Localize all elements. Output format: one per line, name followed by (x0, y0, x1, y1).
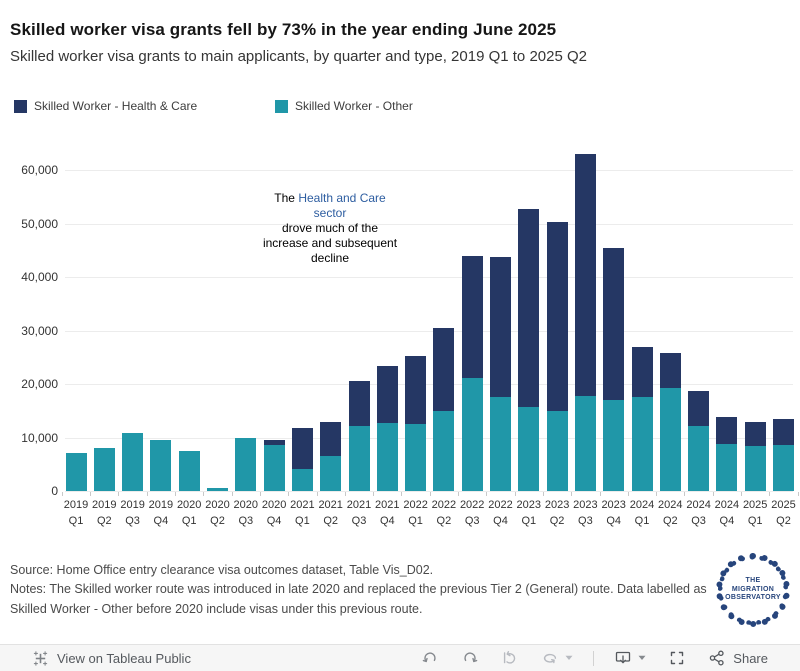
x-axis-tick (769, 492, 770, 496)
gridline (65, 331, 793, 332)
bar-2024-q2-other[interactable] (660, 388, 681, 491)
bar-2020-q3-other[interactable] (235, 438, 256, 491)
y-axis-tick-label: 40,000 (21, 270, 58, 285)
bar-2024-q3-health-care[interactable] (688, 391, 709, 426)
bar-2020-q1-other[interactable] (179, 451, 200, 491)
legend (0, 99, 800, 115)
logo-text: THE MIGRATION OBSERVATORY (725, 576, 781, 602)
bar-2023-q1-health-care[interactable] (518, 209, 539, 407)
fullscreen-button[interactable] (666, 647, 688, 669)
legend-item-other[interactable] (275, 99, 413, 113)
x-axis-tick (713, 492, 714, 496)
bar-2022-q4-health-care[interactable] (490, 257, 511, 397)
chart-annotation (228, 191, 432, 266)
page-subtitle: Skilled worker visa grants to main applicants, by quarter and type, 2019 Q1 to 2025 Q2 (10, 48, 587, 65)
x-axis-tick (90, 492, 91, 496)
toolbar-actions (401, 647, 768, 669)
bar-2024-q4-other[interactable] (716, 444, 737, 491)
bar-2025-q2-other[interactable] (773, 445, 794, 491)
x-axis-tick (430, 492, 431, 496)
undo-icon (421, 649, 439, 667)
gridline (65, 438, 793, 439)
bar-2022-q3-health-care[interactable] (462, 256, 483, 378)
bar-2021-q2-health-care[interactable] (320, 422, 341, 456)
notes-text: Notes: The Skilled worker route was introduced in late 2020 and replaced the previous Tier 2 (General) route. Data labelled as Skilled Worker - Other before 2020 include visas under this previous route. (10, 582, 707, 616)
bar-2022-q1-health-care[interactable] (405, 356, 426, 423)
x-axis-label: 2022 Q1 (403, 499, 428, 527)
bar-2022-q3-other[interactable] (462, 378, 483, 491)
source-text: Source: Home Office entry clearance visa outcomes dataset, Table Vis_D02. (10, 563, 434, 577)
x-axis-label: 2019 Q4 (148, 499, 174, 527)
bar-2022-q2-other[interactable] (433, 411, 454, 491)
x-axis-label: 2025 Q1 (742, 499, 768, 527)
x-axis-tick (373, 492, 374, 496)
x-axis-tick (203, 492, 204, 496)
bar-2019-q1-other[interactable] (66, 453, 87, 491)
bar-2022-q1-other[interactable] (405, 424, 426, 491)
x-axis-label: 2023 Q3 (573, 499, 598, 527)
y-axis-tick-label: 50,000 (21, 216, 58, 231)
footer-notes (10, 561, 708, 619)
y-axis-tick-label: 20,000 (21, 377, 58, 392)
bar-2023-q3-health-care[interactable] (575, 154, 596, 396)
y-axis-tick-label: 10,000 (21, 430, 58, 445)
bar-2020-q4-other[interactable] (264, 445, 285, 491)
gridline (65, 277, 793, 278)
bar-2024-q1-health-care[interactable] (632, 347, 653, 398)
annotation-line: increase and subsequent (262, 236, 398, 250)
x-axis-tick (571, 492, 572, 496)
x-axis-label: 2022 Q2 (431, 499, 457, 527)
toolbar-divider (593, 651, 594, 666)
x-axis-tick (543, 492, 544, 496)
redo-button[interactable] (459, 647, 481, 669)
x-axis-label: 2021 Q1 (290, 499, 315, 527)
x-axis-label: 2021 Q2 (318, 499, 343, 527)
bar-2025-q1-other[interactable] (745, 446, 766, 491)
redo-icon (461, 649, 479, 667)
bar-2021-q3-other[interactable] (349, 426, 370, 491)
migration-observatory-logo (714, 551, 792, 629)
bar-2025-q2-health-care[interactable] (773, 419, 794, 445)
reset-icon (501, 649, 519, 667)
bar-2023-q3-other[interactable] (575, 396, 596, 491)
download-button[interactable] (612, 647, 634, 669)
bar-2021-q3-health-care[interactable] (349, 381, 370, 426)
x-axis-label: 2020 Q1 (176, 499, 202, 527)
y-axis-tick-label: 60,000 (21, 163, 58, 178)
annotation-line (228, 206, 432, 221)
x-axis-tick (684, 492, 685, 496)
x-axis-label: 2024 Q3 (686, 499, 711, 527)
x-axis-tick (656, 492, 657, 496)
x-axis-tick (147, 492, 148, 496)
x-axis-label: 2019 Q1 (63, 499, 89, 527)
bar-2024-q4-health-care[interactable] (716, 417, 737, 445)
reset-button[interactable] (499, 647, 521, 669)
annotation-line (228, 191, 432, 206)
view-on-tableau-public-button[interactable] (32, 650, 191, 667)
x-axis-label: 2024 Q1 (629, 499, 655, 527)
bar-2024-q3-other[interactable] (688, 426, 709, 491)
share-icon (708, 649, 726, 667)
legend-label: Skilled Worker - Health & Care (34, 99, 198, 113)
bar-2024-q2-health-care[interactable] (660, 353, 681, 388)
share-button[interactable] (706, 647, 728, 669)
bar-2019-q3-other[interactable] (122, 433, 143, 491)
x-axis-label: 2024 Q2 (658, 499, 683, 527)
refresh-button[interactable] (539, 647, 561, 669)
bar-2022-q2-health-care[interactable] (433, 328, 454, 411)
x-axis-label: 2020 Q4 (261, 499, 287, 527)
x-axis-label: 2025 Q2 (771, 499, 796, 527)
x-axis-label: 2021 Q4 (375, 499, 400, 527)
caret-down-icon (565, 655, 573, 661)
x-axis-tick (515, 492, 516, 496)
bar-2023-q2-other[interactable] (547, 411, 568, 491)
x-axis-tick (486, 492, 487, 496)
tableau-toolbar (0, 644, 800, 671)
download-menu-button[interactable] (636, 647, 648, 669)
chart-header (10, 20, 587, 65)
bar-2022-q4-other[interactable] (490, 397, 511, 491)
health-care-sector-link[interactable]: sector (313, 206, 347, 220)
bar-2023-q2-health-care[interactable] (547, 222, 568, 412)
bar-2021-q4-health-care[interactable] (377, 366, 398, 423)
bar-2019-q2-other[interactable] (94, 448, 115, 491)
legend-swatch-health-care (14, 100, 27, 113)
x-axis-label: 2023 Q1 (516, 499, 542, 527)
x-axis-tick (232, 492, 233, 496)
legend-item-health-care[interactable] (14, 99, 197, 113)
annotation-line: decline (310, 251, 350, 265)
bar-2021-q2-other[interactable] (320, 456, 341, 491)
refresh-menu-button[interactable] (563, 647, 575, 669)
gridline (65, 170, 793, 171)
x-axis-label: 2019 Q2 (92, 499, 117, 527)
x-axis-tick (401, 492, 402, 496)
bar-2020-q4-health-care[interactable] (264, 440, 285, 445)
x-axis-tick (345, 492, 346, 496)
bar-2024-q1-other[interactable] (632, 397, 653, 491)
caret-down-icon (638, 655, 646, 661)
annotation-text: The (274, 191, 299, 205)
bar-2019-q4-other[interactable] (150, 440, 171, 491)
x-axis-label: 2020 Q3 (233, 499, 259, 527)
download-icon (614, 649, 632, 667)
fullscreen-icon (668, 649, 686, 667)
bar-2021-q4-other[interactable] (377, 423, 398, 491)
health-care-sector-link[interactable]: Health and Care (298, 191, 386, 205)
view-on-tableau-label: View on Tableau Public (57, 650, 191, 666)
y-axis-tick-label: 0 (51, 484, 58, 498)
annotation-line: drove much of the (281, 221, 379, 235)
tableau-logo-icon (32, 650, 49, 667)
x-axis-label: 2024 Q4 (714, 499, 740, 527)
x-axis-tick (458, 492, 459, 496)
bar-2021-q1-health-care[interactable] (292, 428, 313, 469)
x-axis-tick (798, 492, 799, 496)
bar-2023-q1-other[interactable] (518, 407, 539, 491)
bar-2023-q4-health-care[interactable] (603, 248, 624, 400)
refresh-icon (541, 649, 559, 667)
x-axis-tick (600, 492, 601, 496)
legend-swatch-other (275, 100, 288, 113)
x-axis-label: 2023 Q2 (544, 499, 570, 527)
gridline (65, 384, 793, 385)
x-axis-tick (741, 492, 742, 496)
x-axis-tick (175, 492, 176, 496)
y-axis-tick-label: 30,000 (21, 323, 58, 338)
legend-label: Skilled Worker - Other (295, 99, 413, 113)
share-label[interactable]: Share (733, 650, 768, 666)
x-axis-tick (118, 492, 119, 496)
x-axis-tick (628, 492, 629, 496)
bar-2021-q1-other[interactable] (292, 469, 313, 491)
x-axis-label: 2023 Q4 (601, 499, 626, 527)
x-axis-label: 2022 Q4 (488, 499, 513, 527)
x-axis-tick (317, 492, 318, 496)
bar-2023-q4-other[interactable] (603, 400, 624, 491)
page-title: Skilled worker visa grants fell by 73% in the year ending June 2025 (10, 20, 557, 39)
bar-2020-q2-other[interactable] (207, 488, 228, 491)
undo-button[interactable] (419, 647, 441, 669)
x-axis-tick (288, 492, 289, 496)
x-axis-label: 2020 Q2 (205, 499, 230, 527)
x-axis-label: 2022 Q3 (459, 499, 485, 527)
x-axis-label: 2019 Q3 (120, 499, 145, 527)
bar-2025-q1-health-care[interactable] (745, 422, 766, 447)
x-axis-label: 2021 Q3 (346, 499, 372, 527)
x-axis-tick (62, 492, 63, 496)
x-axis-tick (260, 492, 261, 496)
